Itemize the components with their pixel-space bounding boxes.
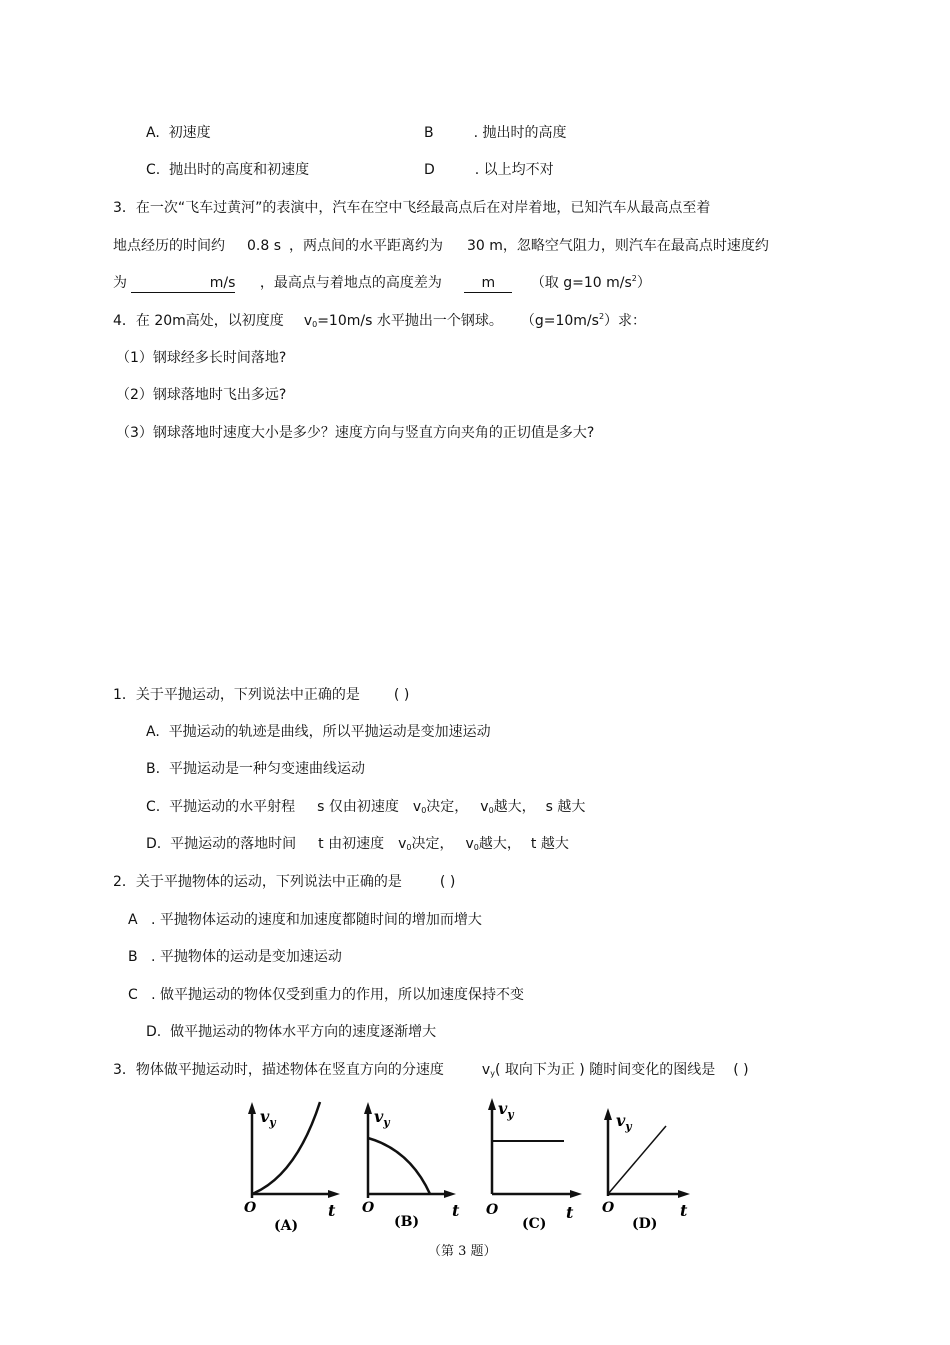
axis-x-label: t [328,1201,336,1220]
mc-question-1-option-d: D. 平抛运动的落地时间 t 由初速度 $v_0$决定， $v_0$越大， t 越大 [146,836,569,852]
option-b: B . 抛出时的高度 [424,125,567,141]
mc-question-2-option-b: B . 平抛物体的运动是变加速运动 [128,949,342,965]
mc-question-1-option-a: A. 平抛运动的轨迹是曲线，所以平抛运动是变加速运动 [146,724,491,740]
question-4-sub-3: （3）钢球落地时速度大小是多少？速度方向与竖直方向夹角的正切值是多大? [116,425,595,441]
option-a: A. 初速度 [146,125,211,141]
mc-question-2-option-c: C . 做平抛运动的物体仅受到重力的作用，所以加速度保持不变 [128,987,525,1003]
axis-x-label: t [566,1203,574,1222]
mc-question-1-option-c: C. 平抛运动的水平射程 s 仅由初速度 $v_0$决定， $v_0$越大， s 越大 [146,799,586,815]
question-3-line-2: 地点经历的时间约 0.8 s ，两点间的水平距离约为 30 m，忽略空气阻力，则汽车在最高点时速度约 [113,238,769,254]
answer-blank-speed[interactable]: m/s [131,274,235,293]
origin-label: O [602,1200,615,1216]
figure-caption: （第 3 题） [428,1244,497,1259]
graph-d [592,1100,702,1240]
axis-y-label: $v_y$ [616,1111,632,1133]
graph-a-label: (A) [274,1218,299,1234]
answer-blank-height[interactable]: m [464,274,512,293]
curve-b [368,1138,430,1194]
axis-y-label: $v_y$ [374,1107,390,1129]
graph-b [352,1098,462,1238]
option-c: C. 抛出时的高度和初速度 [146,162,310,178]
mc-question-3-stem: 3．物体做平抛运动时，描述物体在竖直方向的分速度 $v_y$( 取向下为正 ) 随时间变化的图线是 ( ) [113,1062,749,1078]
axis-x-label: t [680,1201,688,1220]
question-4-stem: 4．在 20m高处，以初度度 $v_0=10m/s$ 水平抛出一个钢球。 $(g=10m/s^2)$求： [113,312,647,329]
graph-d-label: (D) [632,1216,658,1232]
axis-x-label: t [452,1201,460,1220]
question-4-sub-2: （2）钢球落地时飞出多远? [116,387,287,403]
mc-question-2-option-a: A . 平抛物体运动的速度和加速度都随时间的增加而增大 [128,912,482,928]
origin-label: O [486,1202,499,1218]
axis-y-label: $v_y$ [260,1107,276,1129]
question-4-sub-1: （1）钢球经多长时间落地? [116,350,287,366]
mc-question-1-option-b: B. 平抛运动是一种匀变速曲线运动 [146,761,365,777]
mc-question-2-stem: 2．关于平抛物体的运动，下列说法中正确的是 ( ) [113,874,456,890]
mc-question-2-option-d: D. 做平抛运动的物体水平方向的速度逐渐增大 [146,1024,437,1040]
graph-c [476,1094,586,1234]
graph-c-label: (C) [522,1216,547,1232]
question-3-line-1: 3．在一次“飞车过黄河”的表演中，汽车在空中飞经最高点后在对岸着地，已知汽车从最高点至着 [113,200,711,216]
origin-label: O [244,1200,257,1216]
graph-a [236,1098,346,1238]
mc-question-1-stem: 1．关于平抛运动，下列说法中正确的是 ( ) [113,687,410,703]
curve-d [608,1126,666,1194]
graph-b-label: (B) [394,1214,420,1230]
axis-y-label: $v_y$ [498,1099,514,1121]
question-3-line-3: 为 m/s ，最高点与着地点的高度差为 m （取 g=10 $m/s^2$） [113,274,651,291]
origin-label: O [362,1200,375,1216]
option-d: D . 以上均不对 [424,162,554,178]
